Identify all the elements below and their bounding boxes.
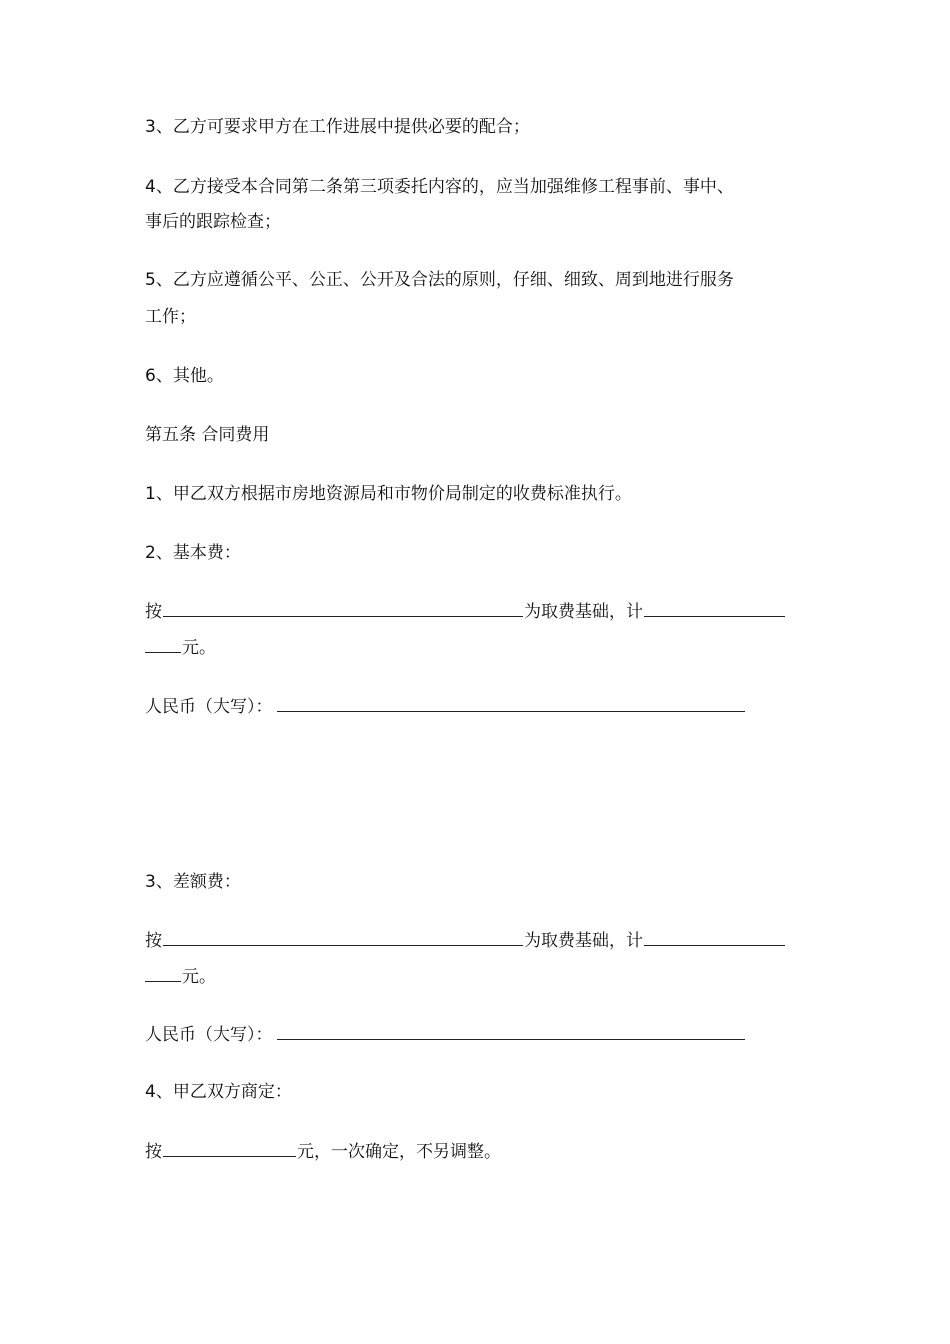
agreed-fee-line bbox=[145, 1139, 501, 1164]
diff-fee-amount-line bbox=[145, 964, 216, 989]
clause-5-line-2: 工作； bbox=[145, 307, 196, 327]
clause-4-line-2: 事后的跟踪检查； bbox=[145, 212, 281, 232]
base-fee-suffix: 元。 bbox=[182, 638, 216, 658]
diff-fee-basis-line bbox=[145, 928, 786, 953]
clause-4-line-1: 4、乙方接受本合同第二条第三项委托内容的，应当加强维修工程事前、事中、 bbox=[145, 177, 734, 197]
article-5-heading: 第五条 合同费用 bbox=[145, 425, 270, 445]
article-5-item-3-title: 3、差额费： bbox=[145, 872, 241, 892]
base-fee-amount-blank-cont[interactable] bbox=[145, 635, 181, 653]
diff-fee-amount-blank-cont[interactable] bbox=[145, 964, 181, 982]
article-5-item-1: 1、甲乙双方根据市房地资源局和市物价局制定的收费标准执行。 bbox=[145, 484, 632, 504]
diff-fee-suffix: 元。 bbox=[182, 967, 216, 987]
base-fee-basis-blank[interactable] bbox=[163, 599, 523, 617]
article-5-item-4-title: 4、甲乙双方商定： bbox=[145, 1082, 292, 1102]
article-5-item-2-title: 2、基本费： bbox=[145, 543, 241, 563]
diff-fee-middle: 为取费基础，计 bbox=[524, 931, 643, 951]
diff-fee-rmb-blank[interactable] bbox=[277, 1022, 745, 1040]
diff-fee-prefix: 按 bbox=[145, 931, 162, 951]
base-fee-rmb-label: 人民币（大写）： bbox=[145, 697, 273, 717]
base-fee-amount-blank[interactable] bbox=[644, 599, 785, 617]
diff-fee-amount-blank[interactable] bbox=[644, 928, 785, 946]
base-fee-rmb-blank[interactable] bbox=[277, 694, 745, 712]
agreed-fee-suffix: 元，一次确定，不另调整。 bbox=[297, 1142, 501, 1162]
base-fee-prefix: 按 bbox=[145, 602, 162, 622]
base-fee-rmb-line bbox=[145, 694, 746, 719]
clause-5-line-1: 5、乙方应遵循公平、公正、公开及合法的原则，仔细、细致、周到地进行服务 bbox=[145, 270, 734, 290]
base-fee-middle: 为取费基础，计 bbox=[524, 602, 643, 622]
clause-6: 6、其他。 bbox=[145, 366, 224, 386]
base-fee-amount-line bbox=[145, 635, 216, 660]
diff-fee-rmb-line bbox=[145, 1022, 746, 1047]
clause-3: 3、乙方可要求甲方在工作进展中提供必要的配合； bbox=[145, 117, 530, 137]
diff-fee-basis-blank[interactable] bbox=[163, 928, 523, 946]
diff-fee-rmb-label: 人民币（大写）： bbox=[145, 1025, 273, 1045]
base-fee-basis-line bbox=[145, 599, 786, 624]
agreed-fee-blank[interactable] bbox=[163, 1139, 296, 1157]
agreed-fee-prefix: 按 bbox=[145, 1142, 162, 1162]
